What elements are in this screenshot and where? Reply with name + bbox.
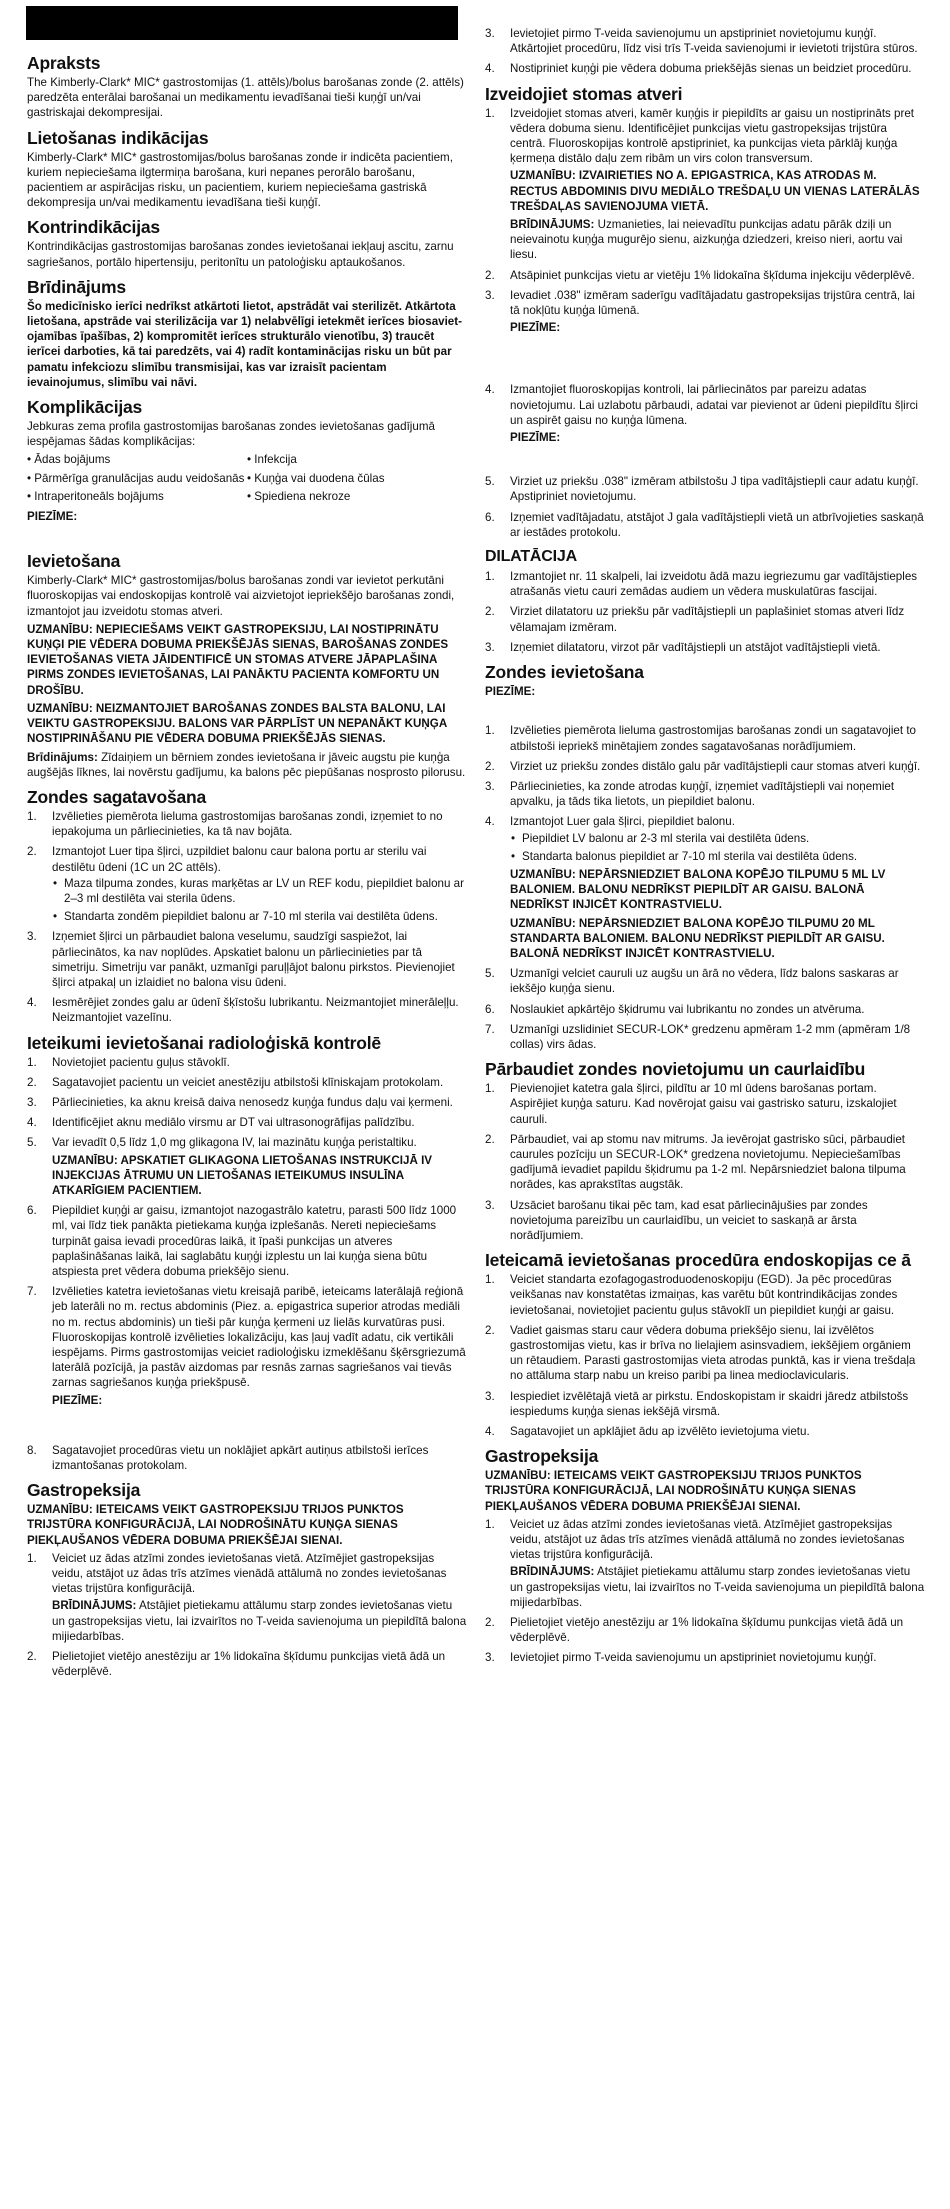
list-item: 3. Ievietojiet pirmo T-veida savienojumu un apstipriniet novietojumu kuņģī.	[485, 1651, 877, 1665]
section-heading: DILATĀCIJA	[485, 548, 577, 566]
list-item: 2. Pielietojiet vietējo anestēziju ar 1% lidokaīna šķīdumu punkcijas vietā ādā un vēderplēvē.	[485, 1616, 904, 1645]
list-item: 4. Izmantojiet fluoroskopijas kontroli, lai pārliecinātos par pareizu adatas novietojumu. Lai uzlabotu pārbaudi, adatai var pievienot ar ūdeni piepildītu šļirci un aspirēt gaisu no kuņģa lūmena. PIEZĪME:	[485, 382, 925, 469]
list-item: • Pārmērīga granulācijas audu veidošanās	[27, 471, 245, 485]
bullet-item: • Piepildiet LV balonu ar 2-3 ml sterila vai destilēta ūdens.	[510, 831, 925, 846]
bullet-list	[510, 831, 925, 864]
paragraph: Kimberly-Clark* MIC* gastrostomijas/bolus barošanas zondi var ievietot perkutāni fluoroskopijas vai endoskopijas kontrolē vai aizvietojot iepriekšējo barošanas zondi, izmantojot jau izveidotu stomas atveri.	[27, 574, 455, 618]
list-item: 3. Uzsāciet barošanu tikai pēc tam, kad esat pārliecinājušies par zondes novietojuma pareizību un caurlaidību, un veiciet to saskaņā ar ārsta norādījumiem.	[485, 1198, 868, 1242]
note-label: PIEZĪME:	[27, 510, 78, 524]
warning-paragraph: Šo medicīnisko ierīci nedrīkst atkārtoti lietot, apstrādāt vai sterilizēt. Atkārtota lietošana, apstrāde vai sterilizācija var 1) nelabvēlīgi ietekmēt ierīces biosavietojamības īpašības, 2) kompromitēt ierīces strukturālo vienotību, 3) traucēt ierīcei darboties, kā tai paredzēts, vai 4) radīt kontaminācijas risku un būt par pamatu infekciozu slimību transmisijai, kas var izraisīt pacientam ievainojumus, slimību vai nāvi.	[27, 299, 462, 389]
list-item: 7. Uzmanīgi uzslidiniet SECUR-LOK* gredzenu apmēram 1-2 mm (apmēram 1/8 collas) virs ādas.	[485, 1022, 911, 1051]
list-item: 3. Pārliecinieties, ka zonde atrodas kuņģī, izņemiet vadītājstiepli vai noņemiet apvalku, ja tāds tika lietots, un piepildiet balonu.	[485, 779, 895, 809]
list-item: 1. Izvēlieties piemērota lieluma gastrostomijas barošanas zondi, izņemiet to no iepakojuma un pārliecinieties, ka tā nav bojāta.	[27, 809, 443, 839]
list-item: 4. Identificējiet aknu mediālo virsmu ar DT vai ultrasonogrāfijas palīdzību.	[27, 1116, 415, 1130]
section-heading: Ieteicamā ievietošanas procedūra endoskopijas ce ā	[485, 1250, 911, 1271]
list-item: • Intraperitoneāls bojājums	[27, 489, 164, 503]
list-item: 3. Iespiediet izvēlētajā vietā ar pirkstu. Endoskopistam ir skaidri jāredz atbilstošs iespiedums kuņģa sienas iekšējā virsmā.	[485, 1389, 909, 1418]
list-item: 3. Izņemiet šļirci un pārbaudiet balona veselumu, saudzīgi saspiežot, lai pārliecinātos, ka nav noplūdes. Apskatiet balonu un pārliecinieties par tā simetriju. Simetriju var panākt, uzmanīgi paruļļājot balonu pirkstos. Pievienojiet šļirci atpakaļ un izlaidiet no balona visu ūdeni.	[27, 930, 455, 989]
paragraph: Jebkuras zema profila gastrostomijas barošanas zondes ievietošanas gadījumā iespējamas šādas komplikācijas:	[27, 420, 435, 449]
list-item: 2. Vadiet gaismas staru caur vēdera dobuma priekšējo sienu, lai izvēlētos gastrostomijas vietu, kas ir brīva no lielajiem asinsvadiem, iekšējiem orgāniem un rētaudiem. Parasti gastrostomijas vieta atrodas punktā, kas ir viena trešdaļa no attāluma starp nabu un kreiso paribi pa linea medioclavicularis.	[485, 1323, 916, 1383]
complications-list	[27, 452, 467, 507]
section-heading: Apraksts	[27, 53, 101, 73]
note-label: PIEZĪME:	[485, 685, 536, 699]
note-label: PIEZĪME:	[510, 321, 561, 335]
list-item: 1. Izmantojiet nr. 11 skalpeli, lai izveidotu ādā mazu iegriezumu gar vadītājstieples atrašanās vietu cauri zemādas audiem un vēdera muskulatūras fascijai.	[485, 570, 918, 599]
list-item: 6. Izņemiet vadītājadatu, atstājot J gala vadītājstiepli vietā un atbrīvojieties saskaņā ar iestādes protokolu.	[485, 510, 924, 539]
list-item: 1. Izveidojiet stomas atveri, kamēr kuņģis ir piepildīts ar gaisu un nostiprināts pret vēdera dobuma sienu. Identificējiet punkcijas vietu gastropeksijas trijstūra centrā. Fluoroskopijas kontrolē apstipriniet, ka punkcijas vieta pārklāj kuņģa ķermeņa distālo daļu zem ribām un virs colon transversum. UZMANĪBU: IZVAIRIETIES NO A. EPIGASTRICA, KAS ATRODAS M. RECTUS ABDOMINIS DIVU MEDIĀLO TREŠDAĻU UN VIENAS LATERĀLĀS TREŠDAĻAS SAVIENOJUMA VIETĀ. BRĪDINĀJUMS: Uzmanieties, lai neievadītu punkcijas adatu pārāk dziļi un neievainotu kuņģa mugurējo sienu, aizkuņģa dziedzeri, kreiso nieri, aortu vai liesu.	[485, 106, 925, 263]
warning-label: BRĪDINĀJUMS:	[52, 1599, 137, 1613]
list-item: 5. Virziet uz priekšu .038" izmēram atbilstošu J tipa vadītājstiepli caur adatu kuņģī. Apstipriniet novietojumu.	[485, 475, 919, 504]
list-item: 1. Veiciet uz ādas atzīmi zondes ievietošanas vietā. Atzīmējiet gastropeksijas veidu, atstājot uz ādas trīs atzīmes vienādā attālumā no zondes ievietošanas vietas trijstūra konfigurācijā. BRĪDINĀJUMS: Atstājiet pietiekamu attālumu starp zondes ievietošanas vietu un gastropeksijas vietu, lai izvairītos no T-veida savienojuma un piepildītā balona mijiedarbības.	[485, 1517, 925, 1609]
list-item: 1. Novietojiet pacientu guļus stāvoklī.	[27, 1055, 230, 1069]
paragraph	[27, 750, 467, 780]
bullet-item: • Maza tilpuma zondes, kuras marķētas ar LV un REF kodu, piepildiet balonu ar 2–3 ml destilēta vai sterila ūdens.	[52, 876, 467, 906]
note-label: PIEZĪME:	[52, 1393, 103, 1407]
list-item: 4. Sagatavojiet un apklājiet ādu ap izvēlēto ievietojuma vietu.	[485, 1425, 810, 1439]
list-item: 6. Noslaukiet apkārtējo šķidrumu vai lubrikantu no zondes un atvēruma.	[485, 1002, 865, 1016]
warning-label: Brīdinājums:	[27, 750, 98, 764]
paragraph: The Kimberly-Clark* MIC* gastrostomijas (1. attēls)/bolus barošanas zonde (2. attēls) paredzēta enterālai barošanai un medikamentu ievadīšanai tieši kuņģī un/vai gastriskajai dekompresijai.	[27, 76, 464, 120]
list-item: 6. Piepildiet kuņģi ar gaisu, izmantojot nazogastrālo katetru, parasti 500 līdz 1000 ml, vai līdz tiek panākta pietiekama kuņģa izplešanās. Nereti nepieciešams turpināt gaisa ievadi procedūras laikā, it īpaši punkcijas un atveres paplašināšanas laikā, lai saglabātu kuņģi izplestu un lai kuņģa siena būtu atspiesta pret vēdera dobuma priekšējo sienu.	[27, 1204, 457, 1278]
header-black-bar	[26, 6, 458, 40]
bullet-list	[52, 876, 467, 925]
list-item: 5. Var ievadīt 0,5 līdz 1,0 mg glikagona IV, lai mazinātu kuņģa peristaltiku. UZMANĪBU: APSKATIET GLIKAGONA LIETOŠANAS INSTRUKCIJĀ IV INJEKCIJAS ĀTRUMU UN LIETOŠANAS IETEIKUMUS INSULĪNA ATKARĪGIEM PACIENTIEM.	[27, 1135, 467, 1198]
list-item: 1. Izvēlieties piemērota lieluma gastrostomijas barošanas zondi un sagatavojiet to atbilstoši iepriekš minētajiem zondes sagatavošanas norādījumiem.	[485, 724, 916, 753]
list-item: 2. Virziet dilatatoru uz priekšu pār vadītājstiepli un paplašiniet stomas atveri līdz vēlamajam izmēram.	[485, 605, 905, 634]
warning-label: BRĪDINĀJUMS:	[510, 1565, 595, 1579]
section-heading: Zondes ievietošana	[485, 662, 644, 683]
caution-text: UZMANĪBU: IETEICAMS VEIKT GASTROPEKSIJU TRIJOS PUNKTOS TRIJSTŪRA KONFIGURĀCIJĀ, LAI NODROŠINĀTU KUŅĢA SIENAS PIEKĻAUŠANOS VĒDERA DOBUMA PRIEKŠĒJAI SIENAI.	[27, 1503, 404, 1547]
section-heading: Gastropeksija	[27, 1480, 141, 1501]
right-column	[485, 26, 925, 1671]
list-item: 1. Veiciet standarta ezofagogastroduodenoskopiju (EGD). Ja pēc procedūras veikšanas nav konstatētas izmaiņas, kas varētu būt kontrindikācijas zondes ievietošanai, novietojiet pacientu guļus stāvoklī un piepildiet kuņģi ar gaisu.	[485, 1273, 898, 1317]
list-item: 2. Atsāpiniet punkcijas vietu ar vietēju 1% lidokaīna šķīduma injekciju vēderplēvē.	[485, 268, 915, 282]
section-heading: Brīdinājums	[27, 276, 126, 297]
section-heading: Zondes sagatavošana	[27, 786, 207, 807]
list-item: 2. Virziet uz priekšu zondes distālo galu pār vadītājstiepli caur stomas atveri kuņģī.	[485, 759, 921, 773]
numbered-list	[485, 1272, 925, 1439]
list-item: • Ādas bojājums	[27, 453, 111, 467]
list-item: 3. Izņemiet dilatatoru, virzot pār vadītājstiepli un atstājot vadītājstiepli vietā.	[485, 640, 881, 654]
numbered-list	[485, 106, 925, 540]
bullet-item: • Standarta zondēm piepildiet balonu ar 7-10 ml sterila vai destilēta ūdens.	[52, 909, 467, 924]
section-heading: Ieteikumi ievietošanai radioloģiskā kontrolē	[27, 1032, 381, 1053]
section-heading: Lietošanas indikācijas	[27, 127, 209, 148]
section-heading: Ievietošana	[27, 551, 121, 572]
section-heading: Komplikācijas	[27, 397, 143, 418]
section-heading: Izveidojiet stomas atveri	[485, 83, 683, 104]
numbered-list	[27, 1551, 467, 1680]
bullet-item: • Standarta balonus piepildiet ar 7-10 ml sterila vai destilēta ūdens.	[510, 849, 925, 864]
paragraph: Kontrindikācijas gastrostomijas barošanas zondes ievietošanai iekļauj ascitu, zarnu sagriešanos, portālo hipertensiju, peritonītu un patoloģisku aptaukošanos.	[27, 240, 454, 269]
caution-text: UZMANĪBU: NEPĀRSNIEDZIET BALONA KOPĒJO TILPUMU 5 ML LV BALONIEM. BALONU NEDRĪKST PIEPILDĪT AR GAISU. BALONĀ NEDRĪKST INJICĒT KONTRASTVIELU.	[510, 867, 886, 912]
caution-text: UZMANĪBU: IZVAIRIETIES NO A. EPIGASTRICA, KAS ATRODAS M. RECTUS ABDOMINIS DIVU MEDIĀLO TREŠDAĻU UN VIENAS LATERĀLĀS TREŠDAĻAS SAVIENOJUMA VIETĀ.	[510, 169, 920, 213]
list-item: 3. Ievadiet .038" izmēram saderīgu vadītājadatu gastropeksijas trijstūra centrā, lai tā nokļūtu kuņģa lūmenā. PIEZĪME:	[485, 288, 925, 378]
numbered-list	[485, 569, 925, 655]
list-item: • Kuņģa vai duodena čūlas	[247, 471, 385, 485]
note-label: PIEZĪME:	[510, 431, 561, 445]
list-item: 2. Izmantojot Luer tipa šļirci, uzpildiet balonu caur balona portu ar sterilu vai destilētu ūdeni (1C un 2C attēls). • Maza tilpuma zondes, kuras marķētas ar LV un REF kodu, piepildiet balonu ar 2–3 ml destilēta vai sterila ūdens. • Standarta zondēm piepildiet balonu ar 7-10 ml sterila vai destilēta ūdens.	[27, 844, 467, 924]
list-item: 7. Izvēlieties katetra ievietošanas vietu kreisajā paribē, ieteicams laterālajā reģionā jeb laterāli no m. rectus abdominis (Piez. a. epigastrica superior atrodas mediāli no m. rectus abdominis) un tieši pār kuņģa ķermeni uz lielās kurvatūras pusi. Fluoroskopijas kontrolē izvēlieties lokalizāciju, kas ļauj vadīt adatu, cik vertikāli iespējams. Pirms gastrostomijas veiciet radioloģisku izmeklēšanu šķērsgriezumā laterālā pozīcijā, ja pastāv aizdomas par resnās zarnas sagriešanos vai tievās zarnas sagriešanos kuņģa priekšpusē. PIEZĪME:	[27, 1285, 466, 1407]
list-item: 4. Izmantojot Luer gala šļirci, piepildiet balonu. • Piepildiet LV balonu ar 2-3 ml sterila vai destilēta ūdens. • Standarta balonus piepildiet ar 7-10 ml sterila vai destilēta ūdens. UZMANĪBU: NEPĀRSNIEDZIET BALONA KOPĒJO TILPUMU 5 ML LV BALONIEM. BALONU NEDRĪKST PIEPILDĪT AR GAISU. BALONĀ NEDRĪKST INJICĒT KONTRASTVIELU. UZMANĪBU: NEPĀRSNIEDZIET BALONA KOPĒJO TILPUMU 20 ML STANDARTA BALONIEM. BALONU NEDRĪKST PIEPILDĪT AR GAISU. BALONĀ NEDRĪKST INJICĒT KONTRASTVIELU.	[485, 814, 925, 961]
list-item: 5. Uzmanīgi velciet cauruli uz augšu un ārā no vēdera, līdz balons saskaras ar iekšējo kuņģa sienu.	[485, 967, 899, 996]
list-item: 8. Sagatavojiet procedūras vietu un noklājiet apkārt autiņus atbilstoši ierīces izmantošanas protokolam.	[27, 1443, 429, 1473]
list-item: 2. Pārbaudiet, vai ap stomu nav mitrums. Ja ievērojat gastrisko sūci, pārbaudiet caurules pozīciju un SECUR-LOK* gredzena novietojumu. Nepieciešamības gadījumā ievadiet papildu šķidrumu pa 1-2 ml. Nepārsniedziet balona tilpuma norādes, kas aprakstītas augstāk.	[485, 1132, 906, 1192]
list-item: 3. Ievietojiet pirmo T-veida savienojumu un apstipriniet novietojumu kuņģī. Atkārtojiet procedūru, līdz visi trīs T-veida savienojumi ir ievietoti trijstūra stūros.	[485, 27, 918, 56]
numbered-list	[27, 809, 467, 1026]
section-heading: Kontrindikācijas	[27, 217, 160, 238]
list-item: 4. Nostipriniet kuņģi pie vēdera dobuma priekšējās sienas un beidziet procedūru.	[485, 62, 912, 76]
numbered-list	[485, 26, 925, 77]
list-item: • Spiediena nekroze	[247, 489, 351, 503]
numbered-list	[485, 723, 925, 1052]
list-item: • Infekcija	[247, 453, 297, 467]
caution-text: UZMANĪBU: IETEICAMS VEIKT GASTROPEKSIJU TRIJOS PUNKTOS TRIJSTŪRA KONFIGURĀCIJĀ, LAI NODROŠINĀTU KUŅĢA SIENAS PIEKĻAUŠANOS VĒDERA DOBUMA PRIEKŠĒJAI SIENAI.	[485, 1469, 862, 1513]
section-heading: Gastropeksija	[485, 1446, 599, 1467]
numbered-list	[27, 1055, 467, 1474]
warning-text: Zīdaiņiem un bērniem zondes ievietošana ir jāveic augstu pie kuņģa augšējās līknes, lai novērstu gadījumu, ka balons pēc piepūšanas nosprosto pilorusu.	[27, 750, 466, 779]
paragraph: Kimberly-Clark* MIC* gastrostomijas/bolus barošanas zonde ir indicēta pacientiem, kuriem nepieciešama ilgtermiņa barošana, kuri nepanes perorālo barošanu, pacientiem ar aspirācijas risku, un pacientiem, kuriem nepieciešama gastriskā dekompresija un/vai medikamentu ievadīšana tieši kuņģī.	[27, 150, 453, 210]
list-item: 1. Pievienojiet katetra gala šļirci, pildītu ar 10 ml ūdens barošanas portam. Aspirējiet kuņģa saturu. Kad novērojat gaisu vai gastrisko saturu, izskalojiet cauruli.	[485, 1082, 897, 1126]
numbered-list	[485, 1081, 925, 1243]
list-item: 1. Veiciet uz ādas atzīmi zondes ievietošanas vietā. Atzīmējiet gastropeksijas veidu, atstājot uz ādas trīs atzīmes vienādā attālumā no zondes ievietošanas vietas trijstūra konfigurācijā. BRĪDINĀJUMS: Atstājiet pietiekamu attālumu starp zondes ievietošanas vietu un gastropeksijas vietu, lai izvairītos no T-veida savienojuma un piepildītā balona mijiedarbības.	[27, 1551, 467, 1643]
warning-label: BRĪDINĀJUMS:	[510, 218, 595, 232]
list-item: 4. Iesmērējiet zondes galu ar ūdenī šķīstošu lubrikantu. Neizmantojiet minerāleļļu. Neizmantojiet vazelīnu.	[27, 996, 459, 1025]
caution-text: UZMANĪBU: NEIZMANTOJIET BAROŠANAS ZONDES BALSTA BALONU, LAI VEIKTU GASTROPEKSIJU. BALONS VAR PĀRPLĪST UN NEPANĀKT KUŅĢA NOSTIPRINĀŠANU PIE VĒDERA DOBUMA PRIEKŠĒJĀS SIENAS.	[27, 701, 447, 746]
caution-text: UZMANĪBU: NEPIECIEŠAMS VEIKT GASTROPEKSIJU, LAI NOSTIPRINĀTU KUŅĢI PIE VĒDERA DOBUMA PRIEKŠĒJĀS SIENAS, BAROŠANAS ZONDES IEVIETOŠANAS VIETA JĀIDENTIFICĒ UN STOMAS ATVERE JĀPAPLAŠINA PIRMS ZONDES IEVIETOŠANAS, LAI PANĀKTU PACIENTA KOMFORTU UN DROŠĪBU.	[27, 622, 449, 697]
list-item: 3. Pārliecinieties, ka aknu kreisā daiva nenosedz kuņģa fundus daļu vai ķermeni.	[27, 1095, 453, 1109]
caution-text: UZMANĪBU: APSKATIET GLIKAGONA LIETOŠANAS INSTRUKCIJĀ IV INJEKCIJAS ĀTRUMU UN LIETOŠANAS IETEIKUMUS INSULĪNA ATKARĪGIEM PACIENTIEM.	[52, 1153, 433, 1197]
list-item: 2. Sagatavojiet pacientu un veiciet anestēziju atbilstoši klīniskajam protokolam.	[27, 1075, 444, 1089]
section-heading: Pārbaudiet zondes novietojumu un caurlaidību	[485, 1059, 866, 1080]
caution-text: UZMANĪBU: NEPĀRSNIEDZIET BALONA KOPĒJO TILPUMU 20 ML STANDARTA BALONIEM. BALONU NEDRĪKST PIEPILDĪT AR GAISU. BALONĀ NEDRĪKST INJICĒT KONTRASTVIELU.	[510, 916, 885, 960]
left-column	[27, 46, 467, 1684]
numbered-list	[485, 1517, 925, 1666]
list-item: 2. Pielietojiet vietējo anestēziju ar 1% lidokaīna šķīdumu punkcijas vietā ādā un vēderplēvē.	[27, 1650, 446, 1679]
